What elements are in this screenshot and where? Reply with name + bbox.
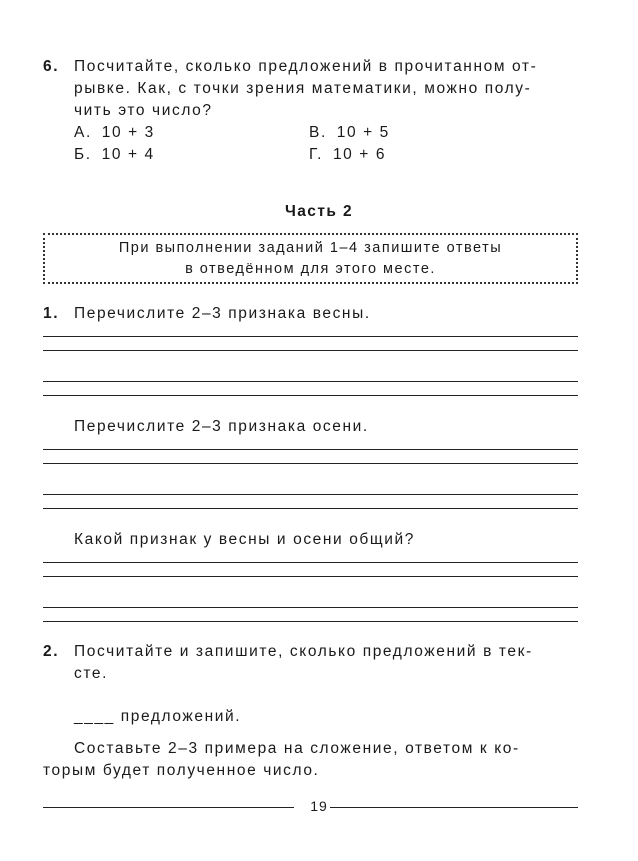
answer-line[interactable]	[43, 607, 578, 608]
option-v	[309, 124, 390, 142]
answer-line[interactable]	[43, 350, 578, 351]
question-6-line-1: Посчитайте, сколько предложений в прочитанном от-	[74, 58, 538, 75]
task-2-number: 2.	[43, 643, 60, 660]
option-b-letter: Б.	[74, 146, 92, 163]
option-g-letter: Г.	[309, 146, 324, 163]
option-g	[309, 146, 386, 164]
answer-line[interactable]	[43, 449, 578, 450]
footer-rule-right	[330, 807, 578, 808]
instructions-line-2: в отведённом для этого месте.	[185, 261, 436, 277]
option-a-text: 10 + 3	[101, 124, 155, 141]
task-1-prompt-autumn: Перечислите 2–3 признака осени.	[74, 418, 369, 435]
task-2-blank-answer[interactable]: ____ предложений.	[74, 708, 242, 725]
answer-line[interactable]	[43, 381, 578, 382]
task-2-line-2: сте.	[74, 665, 109, 682]
option-g-text: 10 + 6	[332, 146, 387, 163]
answer-line[interactable]	[43, 494, 578, 495]
part-2-title: Часть 2	[285, 203, 353, 220]
task-1-prompt-spring: Перечислите 2–3 признака весны.	[74, 305, 371, 322]
task-2-followup-line-2: торым будет полученное число.	[43, 762, 320, 779]
answer-line[interactable]	[43, 621, 578, 622]
question-6-line-3: чить это число?	[74, 102, 213, 119]
instructions-box	[43, 233, 578, 284]
option-v-text: 10 + 5	[336, 124, 390, 141]
answer-line[interactable]	[43, 336, 578, 337]
question-6-number: 6.	[43, 58, 60, 75]
task-1-number: 1.	[43, 305, 60, 322]
answer-line[interactable]	[43, 463, 578, 464]
option-b-text: 10 + 4	[101, 146, 155, 163]
question-6-line-2: рывке. Как, с точки зрения математики, можно полу-	[74, 80, 532, 97]
answer-line[interactable]	[43, 576, 578, 577]
option-b	[74, 146, 155, 164]
option-a	[74, 124, 155, 142]
task-1-prompt-common: Какой признак у весны и осени общий?	[74, 531, 415, 548]
option-a-letter: А.	[74, 124, 92, 141]
answer-line[interactable]	[43, 508, 578, 509]
option-v-letter: В.	[309, 124, 327, 141]
task-2-line-1: Посчитайте и запишите, сколько предложений в тек-	[74, 643, 533, 660]
answer-line[interactable]	[43, 562, 578, 563]
page-number: 19	[310, 798, 328, 814]
task-2-followup-line-1: Составьте 2–3 примера на сложение, ответом к ко-	[74, 740, 520, 757]
answer-line[interactable]	[43, 395, 578, 396]
instructions-line-1: При выполнении заданий 1–4 запишите ответы	[118, 240, 503, 256]
